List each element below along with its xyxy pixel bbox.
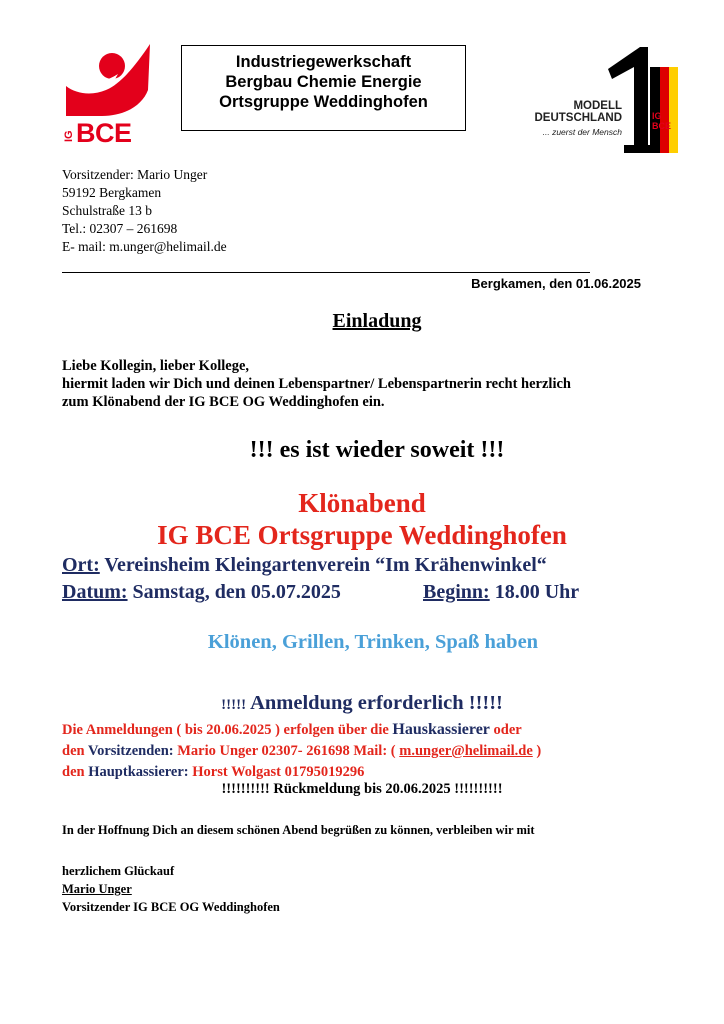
registration-line: Die Anmeldungen ( bis 20.06.2025 ) erfolgen über die Hauskassierer oder — [62, 721, 522, 738]
org-name-line1: Industriegewerkschaft — [235, 53, 412, 71]
event-heading — [0, 487, 724, 551]
closing-sentence: In der Hoffnung Dich an diesem schönen Abend begrüßen zu können, verbleiben wir mit — [62, 823, 535, 837]
page-title: Einladung — [332, 310, 422, 332]
ort-label: Ort: — [62, 554, 100, 576]
event-date-time — [62, 581, 622, 604]
divider — [62, 272, 590, 273]
event-org: IG BCE Ortsgruppe Weddinghofen — [157, 520, 567, 550]
address-line: 59192 Bergkamen — [62, 185, 162, 200]
igbce-figure-icon — [62, 42, 154, 122]
registration-line: den Hauptkassierer: Horst Wolgast 01795019296 — [62, 764, 365, 780]
activities-line: Klönen, Grillen, Trinken, Spaß haben — [207, 631, 539, 653]
beginn-value: 18.00 Uhr — [494, 581, 580, 603]
registration-required-headline: !!!!! Anmeldung erforderlich !!!!! — [221, 692, 503, 714]
soweit-headline: !!! es ist wieder soweit !!! — [249, 437, 505, 463]
address-line: Vorsitzender: Mario Unger — [62, 167, 208, 182]
igbce-logo — [62, 42, 154, 148]
org-name-line2: Bergbau Chemie Energie — [225, 73, 422, 91]
address-line: Tel.: 02307 – 261698 — [62, 221, 178, 236]
beginn-label: Beginn: — [423, 581, 490, 603]
modell-deutschland-logo — [500, 45, 690, 155]
place-date: Bergkamen, den 01.06.2025 — [471, 276, 641, 291]
registration-line: den Vorsitzenden: Mario Unger 02307- 261698 Mail: ( m.unger@helimail.de ) — [62, 743, 542, 759]
ort-value: Vereinsheim Kleingartenverein “Im Krähenwinkel“ — [104, 554, 547, 576]
address-line: E- mail: m.unger@helimail.de — [62, 239, 227, 254]
igbce-mini-logo: IG BCE — [652, 111, 672, 131]
sender-address — [62, 166, 227, 256]
event-name: Klönabend — [298, 488, 426, 518]
registration-details — [62, 719, 682, 783]
modell-deutschland-slogan: ... zuerst der Mensch — [542, 127, 622, 137]
datum-value: Samstag, den 05.07.2025 — [132, 581, 341, 603]
signer-role: Vorsitzender IG BCE OG Weddinghofen — [62, 900, 280, 914]
datum-label: Datum: — [62, 581, 128, 603]
org-header-box — [181, 45, 466, 131]
address-line: Schulstraße 13 b — [62, 203, 152, 218]
modell-deutschland-title: MODELL DEUTSCHLAND — [534, 100, 622, 124]
greeting-paragraph: Liebe Kollegin, lieber Kollege, hiermit laden wir Dich und deinen Lebenspartner/ Lebenspartnerin recht herzlich zum Klönabend der IG BCE OG Weddinghofen ein. — [62, 358, 571, 410]
signature-block — [62, 862, 280, 916]
org-name-line3: Ortsgruppe Weddinghofen — [219, 93, 428, 111]
event-location — [62, 554, 547, 577]
reply-deadline: !!!!!!!!!! Rückmeldung bis 20.06.2025 !!!!!!!!!! — [221, 781, 503, 797]
signer-name: Mario Unger — [62, 882, 132, 896]
closing-greeting: herzlichem Glückauf — [62, 864, 175, 878]
igbce-logo-text: IGBCE — [63, 118, 132, 148]
event-start — [423, 581, 579, 604]
email-link[interactable]: m.unger@helimail.de — [399, 743, 533, 759]
